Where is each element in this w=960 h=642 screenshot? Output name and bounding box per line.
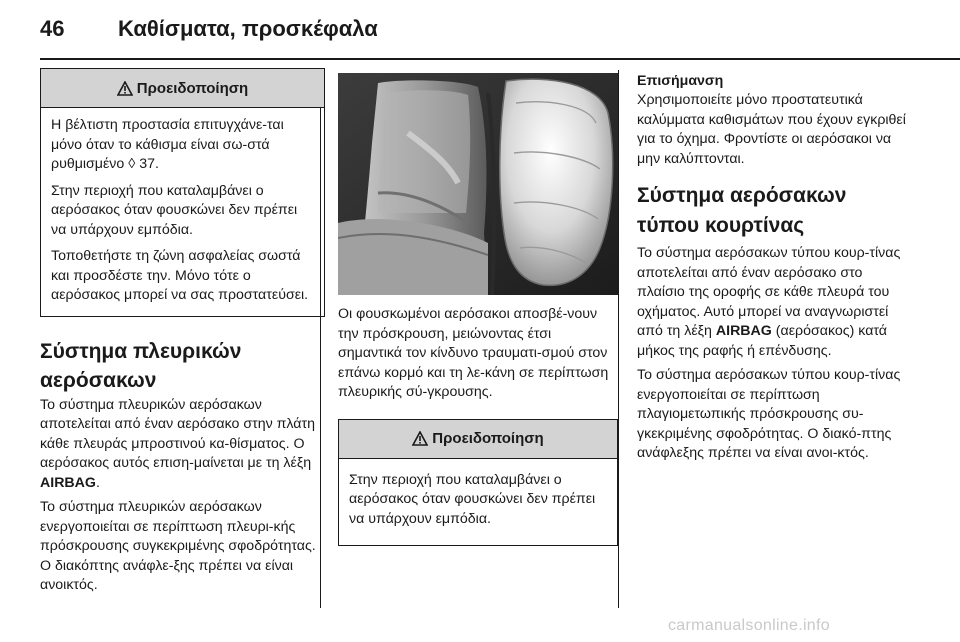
warning-body — [41, 108, 324, 316]
warning-heading-text: Προειδοποίηση — [136, 79, 249, 97]
column-divider-right — [618, 70, 619, 608]
body-text: Το σύστημα πλευρικών αερόσακων αποτελείται από έναν αερόσακο στην πλάτη κάθε πλευράς μπροστινού κα-θίσματος. Ο αερόσακος αυτός επιση-μαίνεται με τη λέξη — [40, 396, 316, 471]
body-text: (αερόσακος) κατά μήκος της ραφής ή επένδυσης. — [637, 323, 887, 359]
body-text: Το σύστημα αερόσακων τύπου κουρ-τίνας αποτελείται από έναν αερόσακο στο πλαίσιο της οροφής σε κάθε πλευρά του οχήματος. Αυτό μπορεί να αναγνωριστεί από τη λέξη — [637, 245, 901, 339]
section-title-curtain-airbag: Σύστημα αερόσακων τύπου κουρτίνας — [637, 184, 847, 237]
watermark: carmanualsonline.info — [668, 617, 830, 634]
note-heading: Επισήμανση — [637, 73, 724, 89]
note-text: Χρησιμοποιείτε μόνο προστατευτικά καλύμματα καθισμάτων που έχουν εγκριθεί για το όχημα. Φροντίστε οι αερόσακοι να μην καλύπτονται. — [637, 92, 906, 167]
warning-heading-text: Προειδοποίηση — [432, 430, 544, 447]
warning-paragraph: Στην περιοχή που καταλαμβάνει ο αερόσακος όταν φουσκώνει δεν πρέπει να υπάρχουν εμπόδια. — [349, 471, 596, 527]
warning-heading — [41, 69, 324, 108]
page-number: 46 — [40, 16, 65, 41]
page-reference-icon: ◊ — [128, 156, 136, 172]
middle-column — [338, 68, 618, 546]
airbag-label: AIRBAG — [40, 474, 96, 491]
seat-airbag-illustration — [338, 73, 618, 295]
warning-paragraph — [51, 116, 314, 175]
warning-box — [40, 68, 325, 317]
warning-box — [338, 419, 618, 547]
body-paragraph: Το σύστημα πλευρικών αερόσακων ενεργοποιείται σε περίπτωση πλευρι-κής πρόσκρουσης συγκεκριμένης σφοδρότητας. Ο διακόπτης ανάφλε-ξης πρέπει να είναι ανοικτός. — [40, 499, 316, 593]
body-paragraph — [637, 244, 909, 361]
left-column — [40, 68, 325, 601]
right-column — [637, 72, 909, 469]
illustration-caption: Οι φουσκωμένοι αερόσακοι αποσβέ-νουν την πρόσκρουση, μειώνοντας έτσι σημαντικά τον κίνδυνο τραυματι-σμού στον επάνω κορμό και τη λε-κάνη σε περίπτωση πλευρικής σύ-γκρουσης. — [338, 306, 609, 400]
warning-heading — [339, 420, 617, 459]
warning-paragraph: Στην περιοχή που καταλαμβάνει ο αερόσακος όταν φουσκώνει δεν πρέπει να υπάρχουν εμπόδια. — [51, 182, 298, 238]
warning-paragraph: Τοποθετήστε τη ζώνη ασφαλείας σωστά και προσδέστε την. Μόνο τότε ο αερόσακος μπορεί να σας προστατεύσει. — [51, 248, 309, 303]
section-title-side-airbag: Σύστημα πλευρικών αερόσακων — [40, 339, 242, 392]
page-reference[interactable]: 37. — [139, 156, 159, 172]
warning-triangle-icon — [412, 431, 428, 446]
body-paragraph — [40, 396, 325, 494]
page-title: Καθίσματα, προσκέφαλα — [118, 16, 378, 41]
seat-airbag-drawing — [338, 73, 618, 295]
body-text: . — [95, 474, 100, 491]
header-divider — [40, 58, 960, 60]
warning-body — [339, 459, 617, 546]
airbag-label: AIRBAG — [715, 323, 772, 339]
warning-triangle-icon — [117, 81, 133, 96]
warning-text: Η βέλτιστη προστασία επιτυγχάνε-ται μόνο όταν το κάθισμα είναι σω-στά ρυθμισμένο — [51, 117, 284, 172]
body-paragraph: Το σύστημα αερόσακων τύπου κουρ-τίνας ενεργοποιείται σε περίπτωση πλαγιομετωπικής πρόσκρουσης συ-γκεκριμένης σφοδρότητας. Ο διακό-πτης ανάφλεξης πρέπει να είναι ανοι-κτός. — [637, 367, 901, 461]
